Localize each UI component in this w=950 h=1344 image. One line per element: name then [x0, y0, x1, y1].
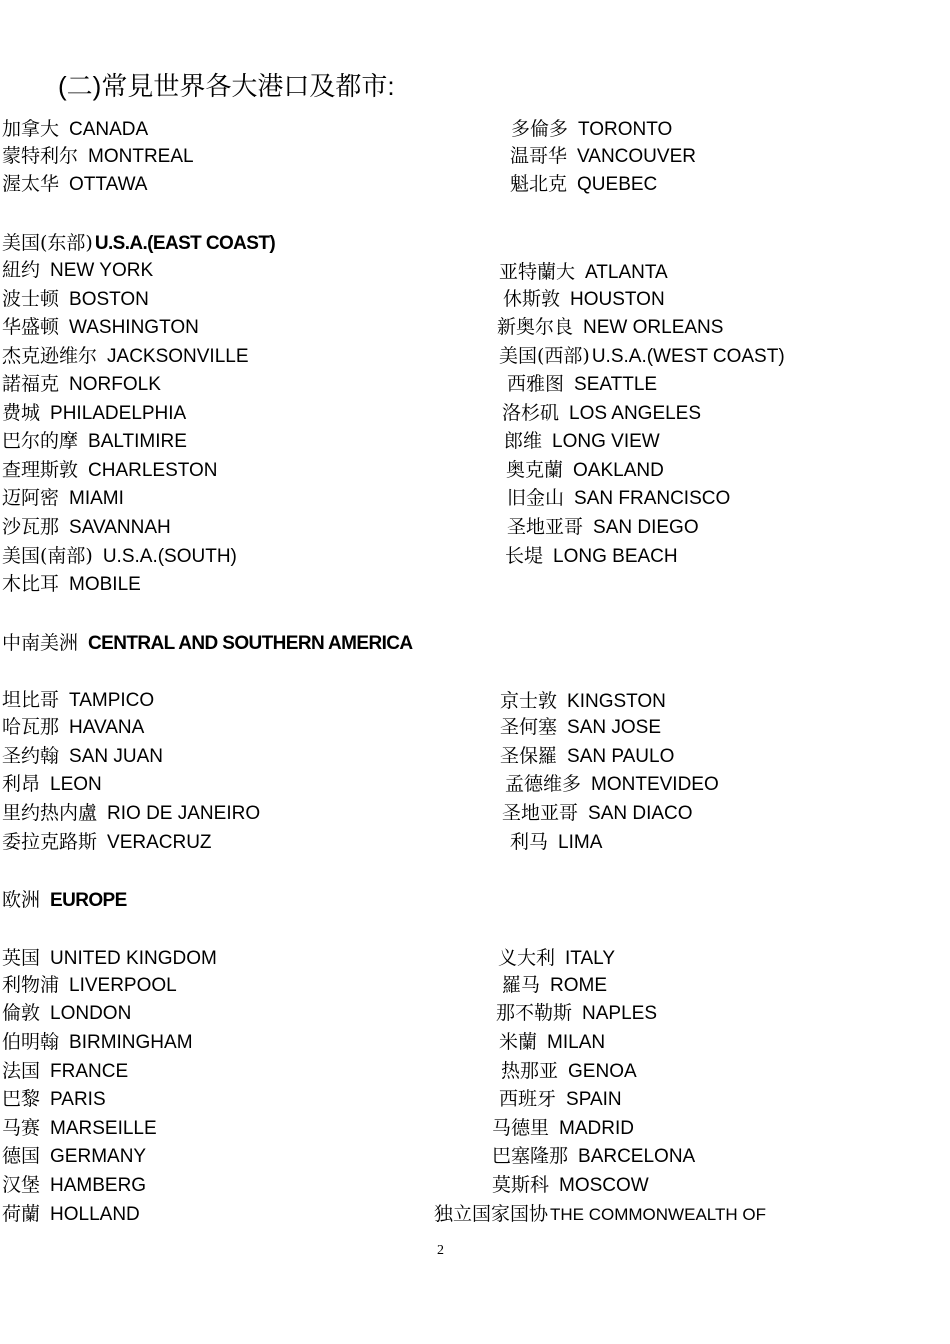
- page-title: (二)常見世界各大港口及都市:: [58, 71, 395, 101]
- city-paris: 巴黎 PARIS: [2, 1088, 106, 1110]
- city-moscow: 莫斯科 MOSCOW: [492, 1174, 649, 1196]
- country-holland: 荷蘭 HOLLAND: [2, 1203, 140, 1225]
- city-san-jose: 圣何塞 SAN JOSE: [500, 716, 661, 738]
- city-washington: 华盛顿 WASHINGTON: [2, 316, 199, 338]
- country-germany: 德国 GERMANY: [2, 1145, 147, 1167]
- city-marseille: 马赛 MARSEILLE: [2, 1117, 157, 1139]
- city-miami: 迈阿密 MIAMI: [2, 487, 124, 509]
- city-kingston: 京士敦 KINGSTON: [500, 690, 666, 712]
- city-oakland: 奥克蘭 OAKLAND: [506, 459, 664, 481]
- country-italy: 义大利 ITALY: [498, 947, 615, 969]
- city-san-juan: 圣约翰 SAN JUAN: [2, 745, 163, 767]
- city-new-york: 紐约 NEW YORK: [2, 259, 154, 281]
- section-heading-central-south-america: 中南美洲 CENTRAL AND SOUTHERN AMERICA: [2, 632, 413, 654]
- city-ottawa: 渥太华 OTTAWA: [2, 173, 148, 195]
- city-leon: 利昂 LEON: [2, 773, 102, 795]
- city-london: 倫敦 LONDON: [2, 1002, 132, 1024]
- city-san-diaco: 圣地亚哥 SAN DIACO: [502, 802, 693, 824]
- city-rome: 羅马 ROME: [502, 974, 608, 996]
- city-boston: 波士顿 BOSTON: [2, 288, 149, 310]
- city-new-orleans: 新奥尔良 NEW ORLEANS: [497, 316, 724, 338]
- city-norfolk: 諾福克 NORFOLK: [2, 373, 161, 395]
- city-quebec: 魁北克 QUEBEC: [510, 173, 658, 195]
- city-montevideo: 孟德维多 MONTEVIDEO: [505, 773, 719, 795]
- city-veracruz: 委拉克路斯 VERACRUZ: [2, 831, 212, 853]
- city-liverpool: 利物浦 LIVERPOOL: [2, 974, 177, 996]
- city-rio-de-janeiro: 里约热内盧 RIO DE JANEIRO: [2, 802, 261, 824]
- section-heading-usa-south: 美国(南部) U.S.A.(SOUTH): [2, 545, 237, 567]
- city-birmingham: 伯明翰 BIRMINGHAM: [2, 1031, 193, 1053]
- city-canada: 加拿大 CANADA: [2, 118, 149, 140]
- city-san-francisco: 旧金山 SAN FRANCISCO: [507, 487, 731, 509]
- city-savannah: 沙瓦那 SAVANNAH: [2, 516, 171, 538]
- city-long-beach: 长堤 LONG BEACH: [505, 545, 678, 567]
- city-madrid: 马德里 MADRID: [492, 1117, 634, 1139]
- city-mobile: 木比耳 MOBILE: [2, 573, 141, 595]
- city-philadelphia: 费城 PHILADELPHIA: [2, 402, 187, 424]
- section-heading-usa-west: 美国(西部) U.S.A.(WEST COAST): [499, 345, 785, 367]
- city-barcelona: 巴塞隆那 BARCELONA: [492, 1145, 696, 1167]
- city-atlanta: 亚特蘭大 ATLANTA: [499, 261, 668, 283]
- country-spain: 西班牙 SPAIN: [499, 1088, 622, 1110]
- city-montreal: 蒙特利尔 MONTREAL: [2, 145, 194, 167]
- city-milan: 米蘭 MILAN: [499, 1031, 606, 1053]
- city-baltimore: 巴尔的摩 BALTIMIRE: [2, 430, 187, 452]
- city-long-view: 郎维 LONG VIEW: [504, 430, 660, 452]
- section-heading-europe: 欧洲 EUROPE: [2, 889, 127, 911]
- city-jacksonville: 杰克逊维尔 JACKSONVILLE: [2, 345, 249, 367]
- city-houston: 休斯敦 HOUSTON: [503, 288, 665, 310]
- city-san-diego: 圣地亚哥 SAN DIEGO: [507, 516, 699, 538]
- city-havana: 哈瓦那 HAVANA: [2, 716, 145, 738]
- country-commonwealth: 独立国家国协 THE COMMONWEALTH OF: [434, 1203, 766, 1225]
- section-heading-usa-east: 美国(东部) U.S.A.(EAST COAST): [2, 232, 276, 254]
- page-number: 2: [437, 1243, 444, 1258]
- city-los-angeles: 洛杉矶 LOS ANGELES: [502, 402, 702, 424]
- city-seattle: 西雅图 SEATTLE: [507, 373, 658, 395]
- city-lima: 利马 LIMA: [510, 831, 603, 853]
- city-hamberg: 汉堡 HAMBERG: [2, 1174, 147, 1196]
- country-france: 法国 FRANCE: [2, 1060, 129, 1082]
- city-san-paulo: 圣保羅 SAN PAULO: [500, 745, 675, 767]
- city-toronto: 多倫多 TORONTO: [511, 118, 673, 140]
- city-naples: 那不勒斯 NAPLES: [496, 1002, 657, 1024]
- city-tampico: 坦比哥 TAMPICO: [2, 689, 155, 711]
- city-charleston: 查理斯敦 CHARLESTON: [2, 459, 218, 481]
- city-genoa: 热那亚 GENOA: [501, 1060, 637, 1082]
- city-vancouver: 温哥华 VANCOUVER: [510, 145, 696, 167]
- country-united-kingdom: 英国 UNITED KINGDOM: [2, 947, 217, 969]
